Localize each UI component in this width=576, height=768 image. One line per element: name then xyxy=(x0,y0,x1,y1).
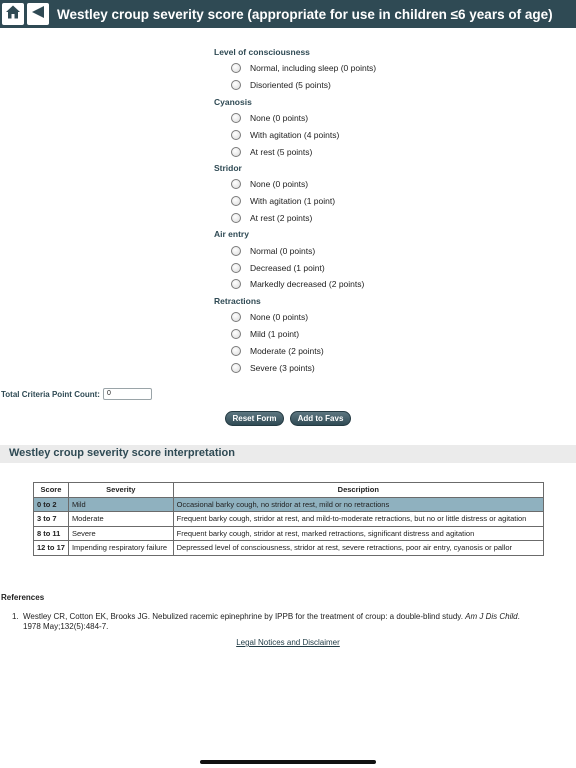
option-cyanosis-rest[interactable] xyxy=(214,143,554,160)
reference-citation: . 1978 May;132(5):484-7. xyxy=(23,612,520,631)
radio-button[interactable] xyxy=(231,196,241,206)
cell-description: Depressed level of consciousness, stridor at rest, severe retractions, poor air entry, cyanosis or pallor xyxy=(173,541,543,556)
radio-button[interactable] xyxy=(231,130,241,140)
add-to-favs-button[interactable]: Add to Favs xyxy=(290,411,351,426)
criteria-group-stridor xyxy=(214,160,554,226)
option-consciousness-normal[interactable] xyxy=(214,60,554,77)
group-label: Level of consciousness xyxy=(214,47,310,57)
option-air-entry-normal[interactable] xyxy=(214,242,554,259)
option-label: Normal (0 points) xyxy=(250,245,316,256)
cell-description: Frequent barky cough, stridor at rest, marked retractions, significant distress and agitation xyxy=(173,526,543,541)
option-cyanosis-none[interactable] xyxy=(214,110,554,127)
group-label: Stridor xyxy=(214,162,242,173)
home-icon xyxy=(5,4,21,25)
cell-description: Occasional barky cough, no stridor at rest, mild or no retractions xyxy=(173,497,543,512)
cell-score: 3 to 7 xyxy=(34,512,69,527)
option-label: Decreased (1 point) xyxy=(250,262,325,273)
table-row xyxy=(34,541,544,556)
option-label: With agitation (4 points) xyxy=(250,129,340,140)
option-retractions-none[interactable] xyxy=(214,309,554,326)
page-title: Westley croup severity score (appropriate for use in children ≤6 years of age) xyxy=(57,6,553,22)
table-row xyxy=(34,512,544,527)
column-header-severity: Severity xyxy=(68,483,173,498)
option-label: Disoriented (5 points) xyxy=(250,80,331,91)
criteria-group-consciousness xyxy=(214,44,554,94)
option-retractions-severe[interactable] xyxy=(214,359,554,376)
radio-button[interactable] xyxy=(231,279,241,289)
cell-description: Frequent barky cough, stridor at rest, and mild-to-moderate retractions, but no or little distress or agitation xyxy=(173,512,543,527)
home-indicator[interactable] xyxy=(200,760,376,764)
radio-button[interactable] xyxy=(231,213,241,223)
option-air-entry-markedly-decreased[interactable] xyxy=(214,276,554,293)
option-label: None (0 points) xyxy=(250,312,309,323)
reference-authors-title: Westley CR, Cotton EK, Brooks JG. Nebulized racemic epinephrine by IPPB for the treatment of croup: a double-blind study. xyxy=(23,612,466,621)
option-label: Normal, including sleep (0 points) xyxy=(250,63,377,74)
legal-notices-link[interactable]: Legal Notices and Disclaimer xyxy=(236,638,340,647)
option-consciousness-disoriented[interactable] xyxy=(214,77,554,94)
option-label: Severe (3 points) xyxy=(250,362,315,373)
cell-severity: Impending respiratory failure xyxy=(68,541,173,556)
reset-form-button[interactable]: Reset Form xyxy=(225,411,284,426)
total-points-row xyxy=(1,388,152,400)
criteria-group-cyanosis xyxy=(214,94,554,160)
reference-journal: Am J Dis Child xyxy=(465,612,518,621)
radio-button[interactable] xyxy=(231,263,241,273)
radio-button[interactable] xyxy=(231,179,241,189)
column-header-score: Score xyxy=(34,483,69,498)
cell-score: 12 to 17 xyxy=(34,541,69,556)
option-retractions-moderate[interactable] xyxy=(214,342,554,359)
option-stridor-rest[interactable] xyxy=(214,210,554,227)
criteria-group-air-entry xyxy=(214,226,554,292)
criteria-group-retractions xyxy=(214,293,554,376)
cell-severity: Severe xyxy=(68,526,173,541)
references-heading: References xyxy=(1,593,45,602)
group-label: Air entry xyxy=(214,229,249,240)
radio-button[interactable] xyxy=(231,80,241,90)
total-points-label: Total Criteria Point Count: xyxy=(1,389,100,399)
radio-button[interactable] xyxy=(231,63,241,73)
legal-footer xyxy=(0,638,576,647)
interpretation-table xyxy=(33,482,544,556)
option-label: Moderate (2 points) xyxy=(250,345,324,356)
option-stridor-none[interactable] xyxy=(214,176,554,193)
option-stridor-agitation[interactable] xyxy=(214,193,554,210)
table-row xyxy=(34,526,544,541)
option-label: None (0 points) xyxy=(250,179,309,190)
option-label: Mild (1 point) xyxy=(250,328,300,339)
radio-button[interactable] xyxy=(231,329,241,339)
reference-number: 1. xyxy=(12,612,19,621)
cell-score: 0 to 2 xyxy=(34,497,69,512)
home-button[interactable] xyxy=(2,3,24,25)
option-label: Markedly decreased (2 points) xyxy=(250,279,365,290)
cell-severity: Moderate xyxy=(68,512,173,527)
option-label: At rest (2 points) xyxy=(250,212,313,223)
top-bar xyxy=(0,0,576,28)
radio-button[interactable] xyxy=(231,363,241,373)
option-label: None (0 points) xyxy=(250,112,309,123)
column-header-description: Description xyxy=(173,483,543,498)
cell-score: 8 to 11 xyxy=(34,526,69,541)
radio-button[interactable] xyxy=(231,246,241,256)
option-cyanosis-agitation[interactable] xyxy=(214,126,554,143)
radio-button[interactable] xyxy=(231,113,241,123)
group-label: Retractions xyxy=(214,295,261,306)
radio-button[interactable] xyxy=(231,346,241,356)
cell-severity: Mild xyxy=(68,497,173,512)
option-air-entry-decreased[interactable] xyxy=(214,259,554,276)
radio-button[interactable] xyxy=(231,147,241,157)
reference-text xyxy=(23,612,538,632)
reference-item xyxy=(12,612,542,632)
criteria-form xyxy=(214,44,554,376)
option-label: At rest (5 points) xyxy=(250,146,313,157)
interpretation-title: Westley croup severity score interpretation xyxy=(9,447,235,459)
option-retractions-mild[interactable] xyxy=(214,326,554,343)
option-label: With agitation (1 point) xyxy=(250,196,336,207)
back-arrow-icon xyxy=(30,4,46,25)
back-button[interactable] xyxy=(27,3,49,25)
table-row-highlighted xyxy=(34,497,544,512)
table-header-row xyxy=(34,483,544,498)
group-label: Cyanosis xyxy=(214,96,252,107)
interpretation-section-bar xyxy=(0,445,576,463)
radio-button[interactable] xyxy=(231,312,241,322)
total-points-field[interactable]: 0 xyxy=(103,388,152,400)
